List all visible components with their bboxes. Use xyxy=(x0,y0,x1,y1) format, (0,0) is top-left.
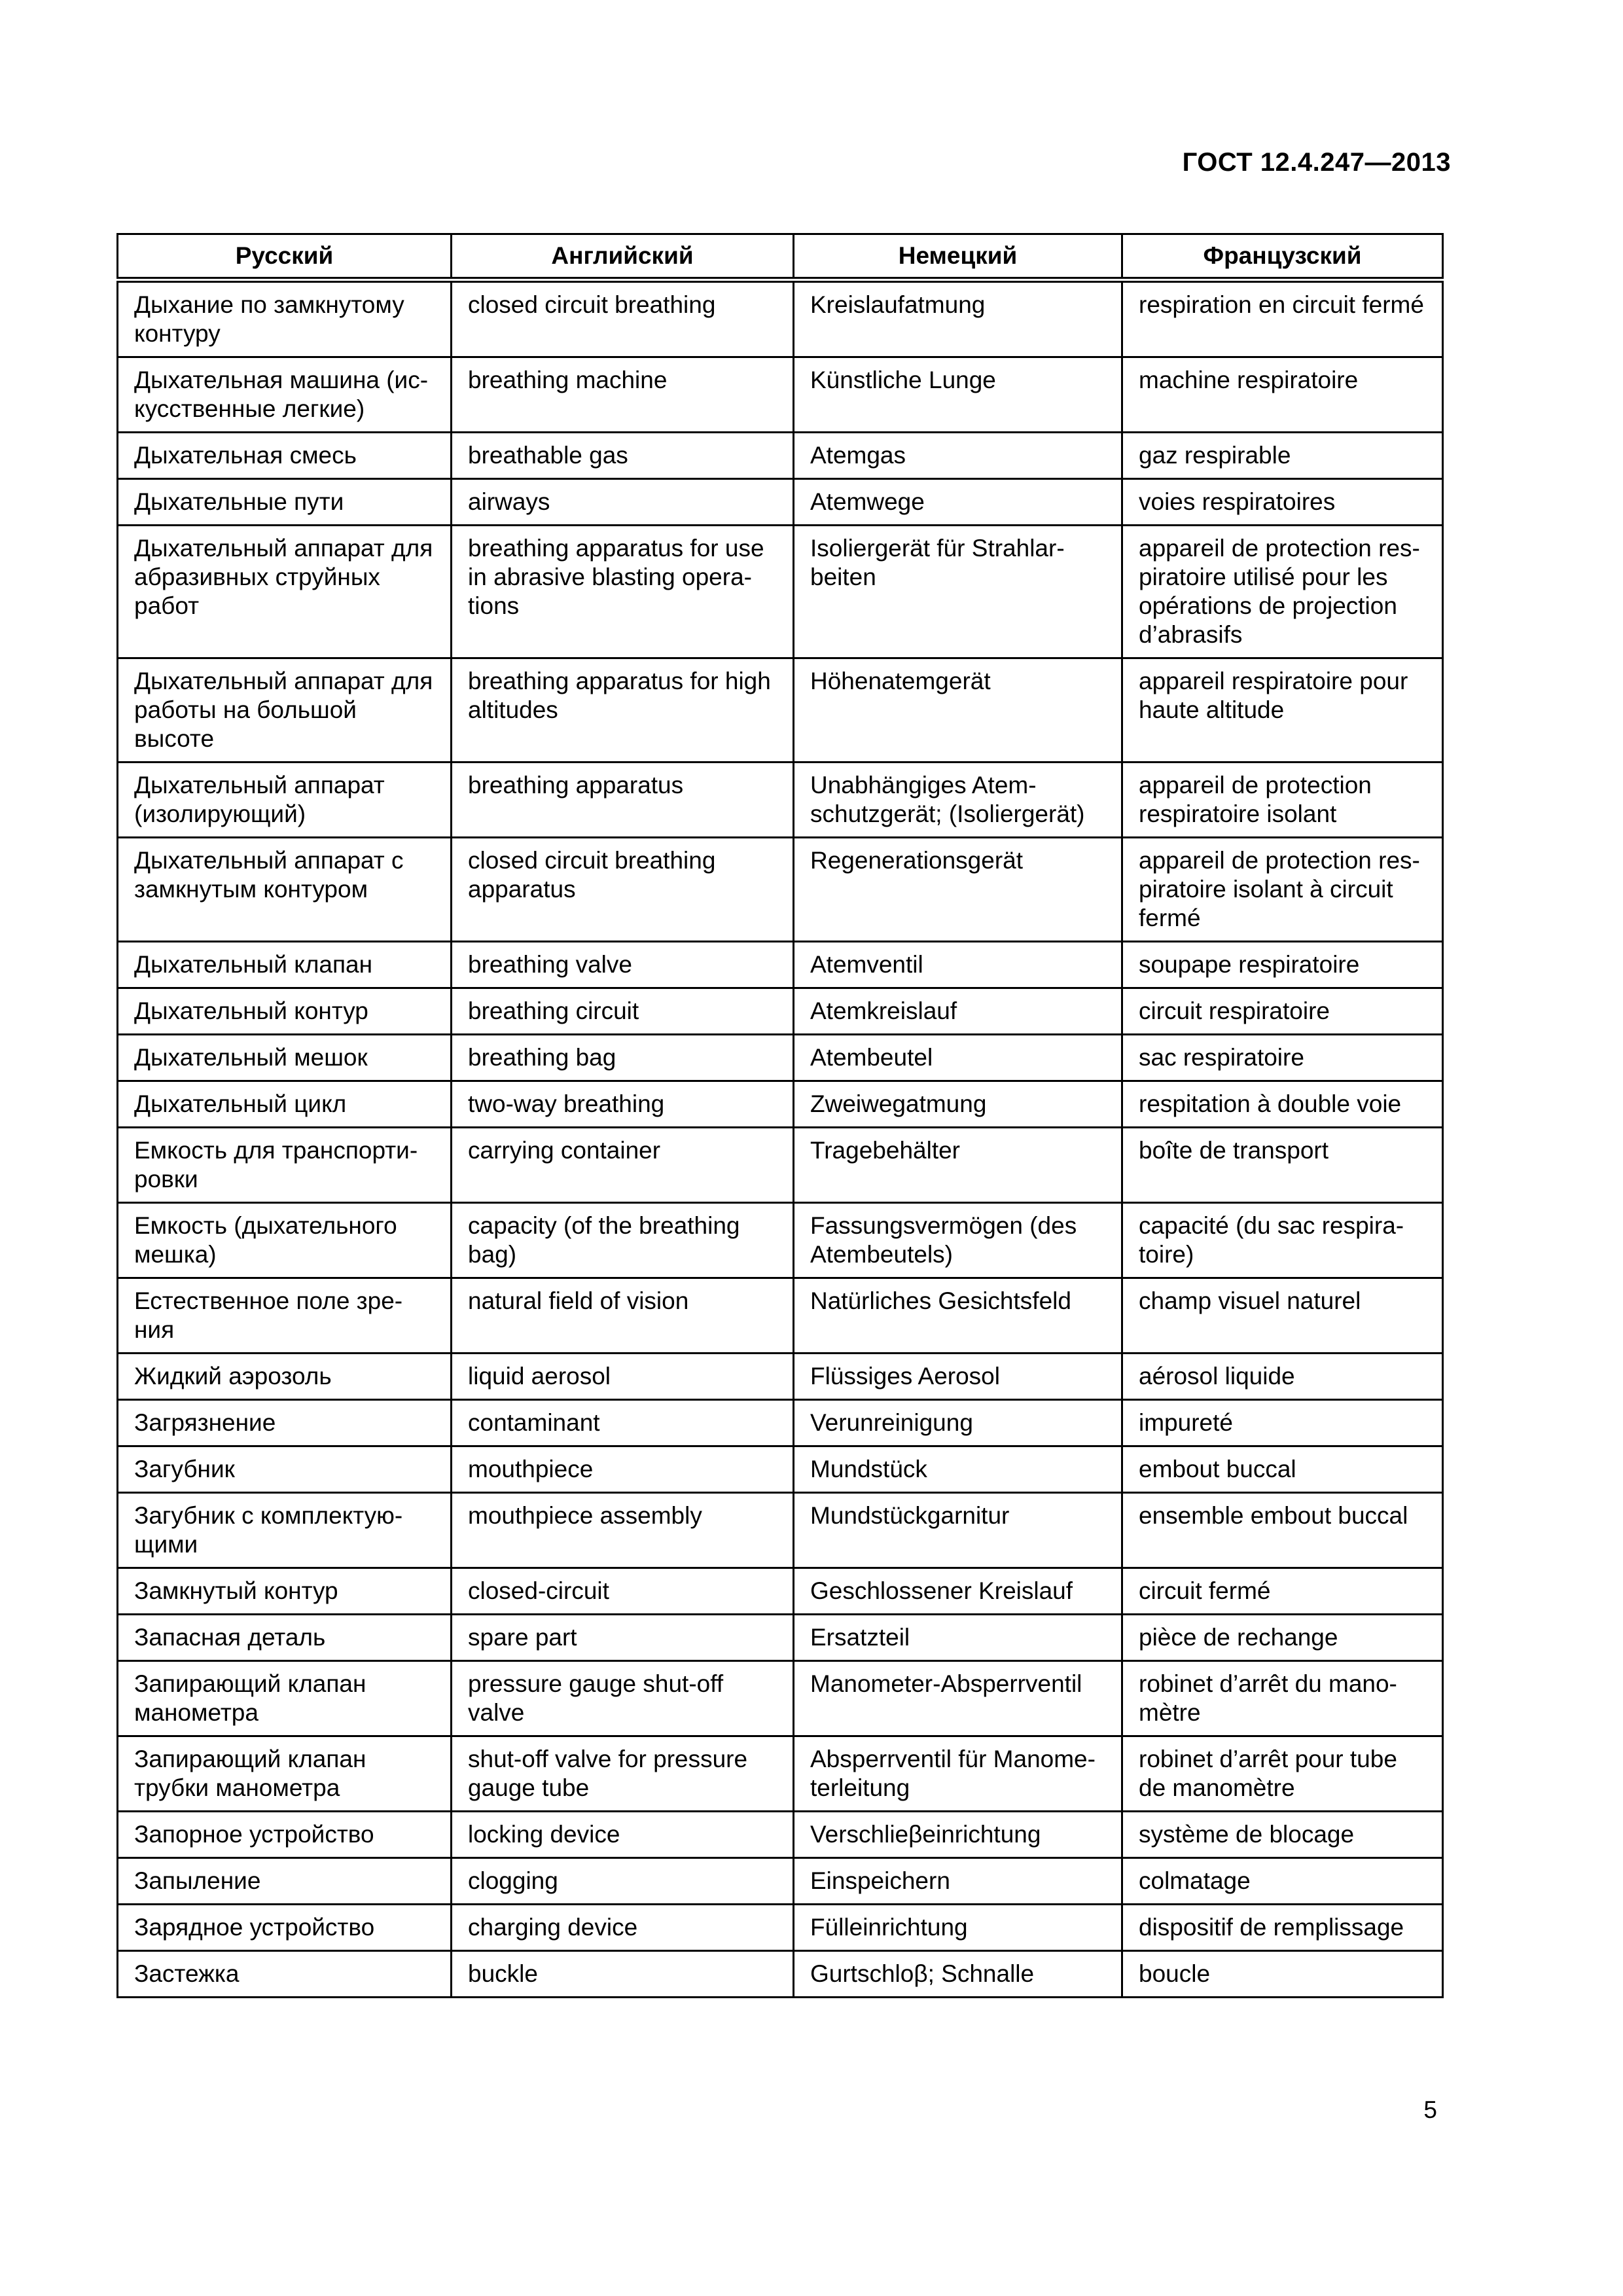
table-row xyxy=(118,1858,1443,1905)
term-german: Absperrventil für Manome-terleitung xyxy=(794,1736,1122,1812)
term-russian: Дыхательный аппарат для абразивных струйных работ xyxy=(118,526,452,658)
term-french: soupape respiratoire xyxy=(1122,942,1443,988)
table-row xyxy=(118,988,1443,1035)
term-english: spare part xyxy=(452,1615,794,1661)
table-row xyxy=(118,1035,1443,1081)
term-russian: Запорное устройство xyxy=(118,1812,452,1858)
term-english: charging device xyxy=(452,1905,794,1951)
term-french: gaz respirable xyxy=(1122,433,1443,479)
header-row xyxy=(118,234,1443,280)
column-header-russian: Русский xyxy=(118,234,452,280)
term-english: breathing apparatus for use in abrasive blasting opera-tions xyxy=(452,526,794,658)
term-french: boîte de transport xyxy=(1122,1128,1443,1203)
term-french: circuit fermé xyxy=(1122,1568,1443,1615)
term-french: voies respiratoires xyxy=(1122,479,1443,526)
term-german: Verunreinigung xyxy=(794,1400,1122,1446)
term-russian: Дыхательный клапан xyxy=(118,942,452,988)
term-french: appareil de protection res-piratoire isolant à circuit fermé xyxy=(1122,838,1443,942)
term-english: breathing valve xyxy=(452,942,794,988)
term-russian: Жидкий аэрозоль xyxy=(118,1354,452,1400)
term-german: Natürliches Gesichtsfeld xyxy=(794,1278,1122,1354)
table-row xyxy=(118,1278,1443,1354)
table-row xyxy=(118,1203,1443,1278)
table-row xyxy=(118,658,1443,762)
term-german: Unabhängiges Atem-schutzgerät; (Isoliergerät) xyxy=(794,762,1122,838)
term-german: Regenerationsgerät xyxy=(794,838,1122,942)
term-english: mouthpiece xyxy=(452,1446,794,1493)
term-german: Flüssiges Aerosol xyxy=(794,1354,1122,1400)
term-german: Kreislaufatmung xyxy=(794,280,1122,357)
column-header-english: Английский xyxy=(452,234,794,280)
term-english: locking device xyxy=(452,1812,794,1858)
term-french: pièce de rechange xyxy=(1122,1615,1443,1661)
table-row xyxy=(118,1493,1443,1568)
table-row xyxy=(118,1568,1443,1615)
term-russian: Запирающий клапан манометра xyxy=(118,1661,452,1736)
term-russian: Застежка xyxy=(118,1951,452,1998)
term-english: capacity (of the breathing bag) xyxy=(452,1203,794,1278)
term-german: Verschlieβeinrichtung xyxy=(794,1812,1122,1858)
term-french: machine respiratoire xyxy=(1122,357,1443,433)
term-russian: Загрязнение xyxy=(118,1400,452,1446)
term-german: Fassungsvermögen (des Atembeutels) xyxy=(794,1203,1122,1278)
term-german: Gurtschloβ; Schnalle xyxy=(794,1951,1122,1998)
term-french: dispositif de remplissage xyxy=(1122,1905,1443,1951)
term-french: colmatage xyxy=(1122,1858,1443,1905)
page-number: 5 xyxy=(1423,2096,1437,2123)
term-french: ensemble embout buccal xyxy=(1122,1493,1443,1568)
term-french: sac respiratoire xyxy=(1122,1035,1443,1081)
term-german: Atemventil xyxy=(794,942,1122,988)
table-row xyxy=(118,357,1443,433)
term-french: appareil de protection respiratoire isolant xyxy=(1122,762,1443,838)
term-french: champ visuel naturel xyxy=(1122,1278,1443,1354)
table-row xyxy=(118,1400,1443,1446)
term-english: clogging xyxy=(452,1858,794,1905)
term-russian: Дыхательный мешок xyxy=(118,1035,452,1081)
term-english: buckle xyxy=(452,1951,794,1998)
table-row xyxy=(118,1615,1443,1661)
term-german: Geschlossener Kreislauf xyxy=(794,1568,1122,1615)
term-french: robinet d’arrêt pour tube de manomètre xyxy=(1122,1736,1443,1812)
term-french: capacité (du sac respira-toire) xyxy=(1122,1203,1443,1278)
table-row xyxy=(118,1905,1443,1951)
table-row xyxy=(118,1736,1443,1812)
term-french: boucle xyxy=(1122,1951,1443,1998)
term-english: shut-off valve for pressure gauge tube xyxy=(452,1736,794,1812)
term-english: two-way breathing xyxy=(452,1081,794,1128)
term-french: système de blocage xyxy=(1122,1812,1443,1858)
term-french: robinet d’arrêt du mano-mètre xyxy=(1122,1661,1443,1736)
column-header-german: Немецкий xyxy=(794,234,1122,280)
term-german: Tragebehälter xyxy=(794,1128,1122,1203)
term-french: appareil de protection res-piratoire utilisé pour les opérations de projection d’abrasifs xyxy=(1122,526,1443,658)
term-german: Isoliergerät für Strahlar-beiten xyxy=(794,526,1122,658)
term-english: closed circuit breathing apparatus xyxy=(452,838,794,942)
term-french: appareil respiratoire pour haute altitude xyxy=(1122,658,1443,762)
terminology-table xyxy=(116,233,1444,1998)
term-english: mouthpiece assembly xyxy=(452,1493,794,1568)
term-german: Atemwege xyxy=(794,479,1122,526)
term-english: breathing machine xyxy=(452,357,794,433)
term-german: Fülleinrichtung xyxy=(794,1905,1122,1951)
table-row xyxy=(118,1354,1443,1400)
term-english: liquid aerosol xyxy=(452,1354,794,1400)
term-russian: Емкость для транспорти-ровки xyxy=(118,1128,452,1203)
term-english: closed-circuit xyxy=(452,1568,794,1615)
table-header xyxy=(118,234,1443,280)
term-french: embout buccal xyxy=(1122,1446,1443,1493)
term-german: Mundstück xyxy=(794,1446,1122,1493)
term-russian: Запасная деталь xyxy=(118,1615,452,1661)
term-russian: Дыхательный контур xyxy=(118,988,452,1035)
table-row xyxy=(118,280,1443,357)
table-row xyxy=(118,1081,1443,1128)
table-row xyxy=(118,942,1443,988)
term-russian: Дыхательный аппарат (изолирующий) xyxy=(118,762,452,838)
term-russian: Емкость (дыхательного мешка) xyxy=(118,1203,452,1278)
table-row xyxy=(118,1128,1443,1203)
table-row xyxy=(118,479,1443,526)
term-english: contaminant xyxy=(452,1400,794,1446)
term-german: Zweiwegatmung xyxy=(794,1081,1122,1128)
column-header-french: Французский xyxy=(1122,234,1443,280)
term-russian: Зарядное устройство xyxy=(118,1905,452,1951)
term-russian: Дыхательный цикл xyxy=(118,1081,452,1128)
term-french: circuit respiratoire xyxy=(1122,988,1443,1035)
term-english: breathing bag xyxy=(452,1035,794,1081)
term-french: respiration en circuit fermé xyxy=(1122,280,1443,357)
term-russian: Дыхательный аппарат с замкнутым контуром xyxy=(118,838,452,942)
term-english: closed circuit breathing xyxy=(452,280,794,357)
table-body xyxy=(118,280,1443,1998)
term-english: airways xyxy=(452,479,794,526)
document-id: ГОСТ 12.4.247—2013 xyxy=(1182,148,1451,177)
term-french: aérosol liquide xyxy=(1122,1354,1443,1400)
term-english: natural field of vision xyxy=(452,1278,794,1354)
term-russian: Дыхание по замкнутому контуру xyxy=(118,280,452,357)
term-french: respitation à double voie xyxy=(1122,1081,1443,1128)
term-russian: Запирающий клапан трубки манометра xyxy=(118,1736,452,1812)
term-russian: Замкнутый контур xyxy=(118,1568,452,1615)
term-german: Ersatzteil xyxy=(794,1615,1122,1661)
term-german: Künstliche Lunge xyxy=(794,357,1122,433)
table-row xyxy=(118,838,1443,942)
term-english: breathing apparatus xyxy=(452,762,794,838)
term-english: breathing circuit xyxy=(452,988,794,1035)
term-french: impureté xyxy=(1122,1400,1443,1446)
term-german: Mundstückgarnitur xyxy=(794,1493,1122,1568)
term-russian: Дыхательный аппарат для работы на большой высоте xyxy=(118,658,452,762)
term-russian: Запыление xyxy=(118,1858,452,1905)
term-russian: Естественное поле зре-ния xyxy=(118,1278,452,1354)
table-row xyxy=(118,1661,1443,1736)
term-russian: Загубник с комплектую-щими xyxy=(118,1493,452,1568)
table-row xyxy=(118,1446,1443,1493)
term-english: breathable gas xyxy=(452,433,794,479)
table-row xyxy=(118,526,1443,658)
term-russian: Дыхательная машина (ис-кусственные легкие) xyxy=(118,357,452,433)
term-russian: Дыхательные пути xyxy=(118,479,452,526)
table-row xyxy=(118,1812,1443,1858)
term-german: Atemgas xyxy=(794,433,1122,479)
table-row xyxy=(118,1951,1443,1998)
term-english: pressure gauge shut-off valve xyxy=(452,1661,794,1736)
term-russian: Загубник xyxy=(118,1446,452,1493)
term-german: Manometer-Absperrventil xyxy=(794,1661,1122,1736)
term-english: breathing apparatus for high altitudes xyxy=(452,658,794,762)
term-german: Atembeutel xyxy=(794,1035,1122,1081)
table-row xyxy=(118,762,1443,838)
term-russian: Дыхательная смесь xyxy=(118,433,452,479)
term-english: carrying container xyxy=(452,1128,794,1203)
table-row xyxy=(118,433,1443,479)
term-german: Einspeichern xyxy=(794,1858,1122,1905)
term-german: Höhenatemgerät xyxy=(794,658,1122,762)
term-german: Atemkreislauf xyxy=(794,988,1122,1035)
